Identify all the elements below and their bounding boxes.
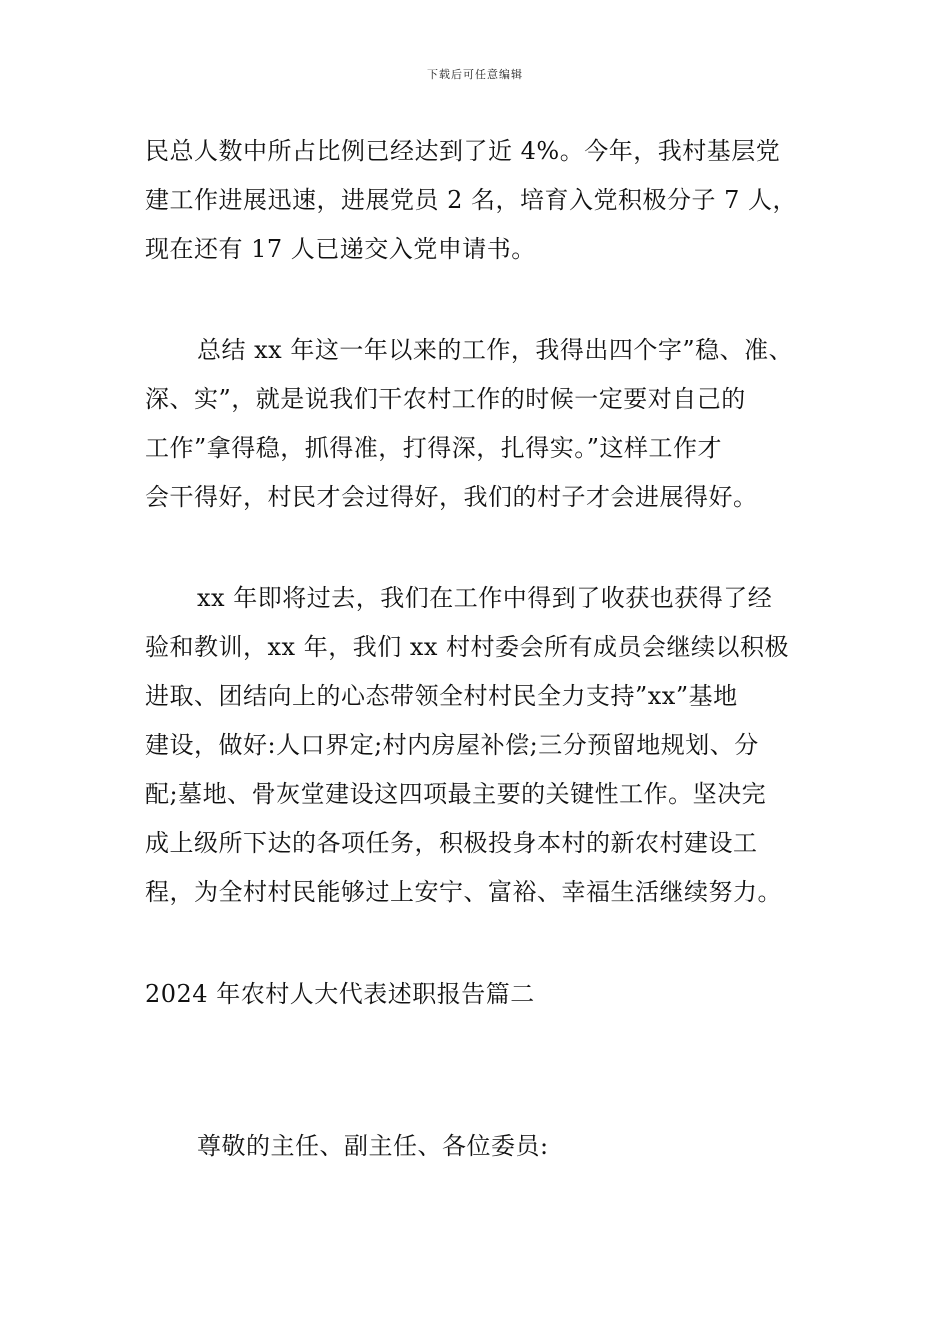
paragraph-3-line-7: 程，为全村村民能够过上安宁、富裕、幸福生活继续努力。	[145, 878, 782, 906]
page-header-note: 下载后可任意编辑	[427, 68, 523, 81]
paragraph-1-line-1: 民总人数中所占比例已经达到了近 4%。今年，我村基层党	[145, 137, 781, 165]
paragraph-3-line-6: 成上级所下达的各项任务，积极投身本村的新农村建设工	[145, 829, 758, 857]
paragraph-3-line-1: xx 年即将过去，我们在工作中得到了收获也获得了经	[197, 584, 773, 612]
paragraph-3-line-4: 建设，做好:人口界定;村内房屋补偿;三分预留地规划、分	[145, 731, 759, 759]
paragraph-2-line-3: 工作”拿得稳，抓得准，打得深，扎得实。”这样工作才	[145, 434, 723, 462]
paragraph-1-line-3: 现在还有 17 人已递交入党申请书。	[145, 235, 536, 263]
section-title: 2024 年农村人大代表述职报告篇二	[145, 980, 535, 1008]
paragraph-3-line-3: 进取、团结向上的心态带领全村村民全力支持”xx”基地	[145, 682, 738, 710]
salutation: 尊敬的主任、副主任、各位委员:	[197, 1132, 549, 1160]
paragraph-1-line-2: 建工作进展迅速，进展党员 2 名，培育入党积极分子 7 人，	[145, 186, 798, 214]
paragraph-3-line-5: 配;墓地、骨灰堂建设这四项最主要的关键性工作。坚决完	[145, 780, 767, 808]
paragraph-3-line-2: 验和教训，xx 年，我们 xx 村村委会所有成员会继续以积极	[145, 633, 790, 661]
paragraph-2-line-4: 会干得好，村民才会过得好，我们的村子才会进展得好。	[145, 483, 758, 511]
paragraph-2-line-1: 总结 xx 年这一年以来的工作，我得出四个字”稳、准、	[197, 336, 794, 364]
paragraph-2-line-2: 深、实”，就是说我们干农村工作的时候一定要对自己的	[145, 385, 746, 413]
